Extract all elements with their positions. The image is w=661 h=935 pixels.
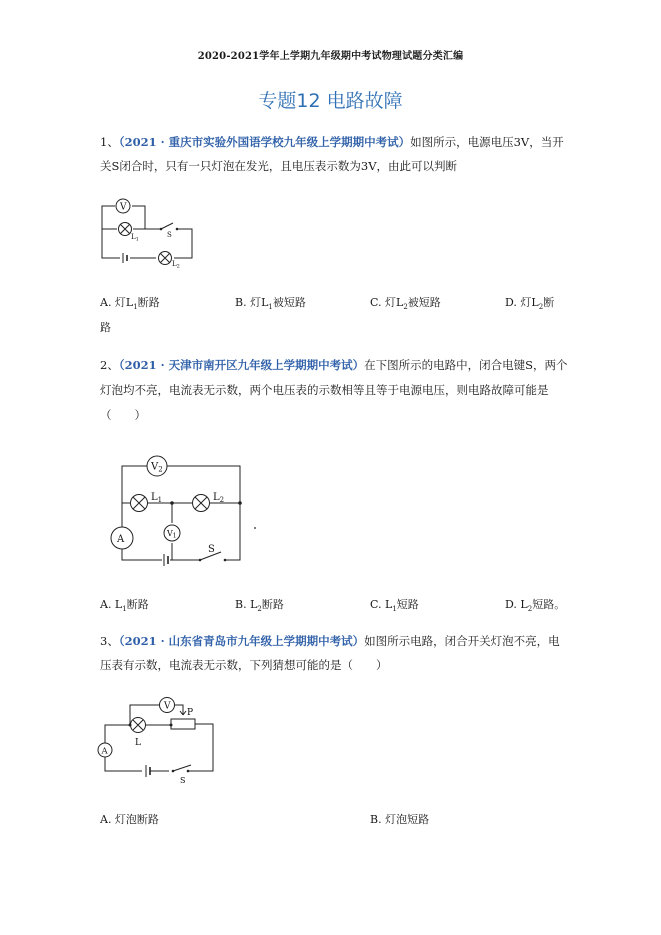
question-2-line-1 bbox=[100, 357, 567, 373]
switch-label: S bbox=[167, 231, 172, 239]
question-3-text-1: 如图所示电路，闭合开关灯泡不亮，电 bbox=[364, 634, 560, 648]
question-2-option-b[interactable]: B. $L_2$断路 bbox=[235, 598, 284, 614]
ammeter-label: A bbox=[117, 534, 125, 545]
page-header: 2020-2021学年上学期九年级期中考试物理试题分类汇编 bbox=[197, 51, 464, 62]
question-1-option-b[interactable]: B. 灯$L_1$被短路 bbox=[235, 296, 306, 312]
lamp-label: L bbox=[135, 738, 141, 748]
question-2-text-1: 在下图所示的电路中，闭合电键S，两个 bbox=[364, 358, 568, 372]
question-3-circuit-diagram bbox=[95, 695, 220, 785]
question-2-source: （2021 · 天津市南开区九年级上学期期中考试） bbox=[118, 358, 365, 372]
question-1-number: 1、 bbox=[100, 135, 119, 149]
question-1-option-c[interactable]: C. 灯$L_2$被短路 bbox=[370, 296, 441, 312]
voltmeter-label: V bbox=[164, 701, 171, 712]
question-3-number: 3、 bbox=[100, 634, 119, 648]
question-2-option-d[interactable]: D. $L_2$短路。 bbox=[505, 598, 566, 614]
question-2-option-a[interactable]: A. $L_1$断路 bbox=[100, 598, 149, 614]
question-3-line-2: 压表有示数，电流表无示数，下列猜想可能的是（ ） bbox=[100, 658, 388, 672]
question-1-line-1 bbox=[100, 134, 564, 150]
l1-label: $L_1$ bbox=[131, 233, 139, 243]
l1-label: $L_1$ bbox=[151, 492, 163, 504]
question-3-source: （2021 · 山东省青岛市九年级上学期期中考试） bbox=[118, 634, 365, 648]
question-3-line-1 bbox=[100, 633, 560, 649]
stray-dot bbox=[254, 527, 256, 529]
switch-label: S bbox=[208, 544, 215, 555]
question-1-line-2: 关S闭合时，只有一只灯泡在发光，且电压表示数为3V，由此可以判断 bbox=[100, 159, 457, 173]
l2-label: $L_2$ bbox=[213, 492, 225, 504]
v2-label: $V_2$ bbox=[151, 461, 163, 474]
voltmeter-label: V bbox=[120, 202, 127, 213]
l2-label: $L_2$ bbox=[172, 260, 180, 270]
question-2-line-2: 灯泡均不亮，电流表无示数，两个电压表的示数相等且等于电源电压，则电路故障可能是 bbox=[100, 383, 549, 397]
question-3-option-a[interactable]: A. 灯泡断路 bbox=[100, 813, 159, 826]
question-1-source: （2021 · 重庆市实验外国语学校九年级上学期期中考试） bbox=[118, 135, 411, 149]
question-3-option-b[interactable]: B. 灯泡短路 bbox=[370, 813, 430, 826]
ammeter-label: A bbox=[101, 746, 108, 757]
question-1-circuit-diagram bbox=[95, 195, 205, 270]
question-2-number: 2、 bbox=[100, 358, 119, 372]
question-1-option-d-wrap: 路 bbox=[100, 321, 111, 334]
switch-label: S bbox=[180, 776, 186, 785]
question-1-option-a[interactable]: A. 灯$L_1$断路 bbox=[100, 296, 160, 312]
question-2-line-3: （ ） bbox=[100, 408, 146, 422]
slider-label: P bbox=[187, 708, 194, 718]
page-title: 专题12 电路故障 bbox=[258, 90, 403, 112]
question-1-option-d[interactable]: D. 灯$L_2$断 bbox=[505, 296, 555, 312]
question-2-circuit-diagram bbox=[105, 448, 265, 568]
v1-label: V1 bbox=[167, 529, 177, 540]
question-1-text-1: 如图所示，电源电压3V，当开 bbox=[410, 135, 564, 149]
question-2-option-c[interactable]: C. $L_1$短路 bbox=[370, 598, 419, 614]
